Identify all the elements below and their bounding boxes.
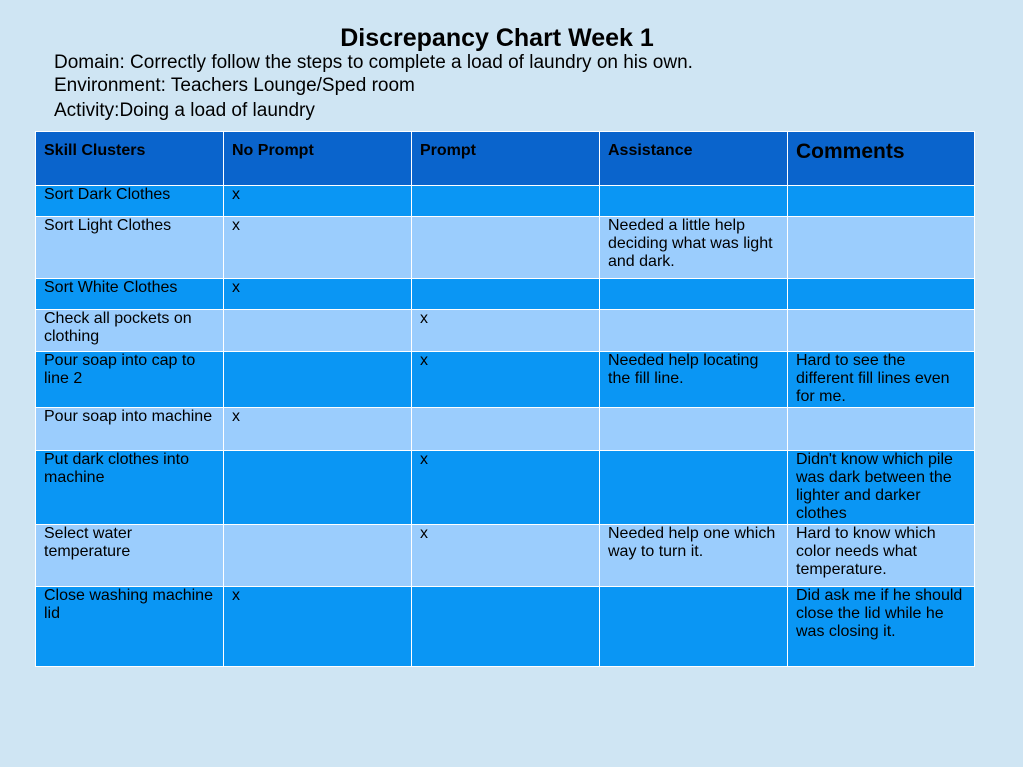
header-comments: Comments [788, 132, 975, 186]
comments-cell [788, 279, 975, 310]
assistance-cell: Needed help locating the fill line. [600, 352, 788, 408]
no-prompt-cell: x [224, 408, 412, 451]
no-prompt-cell: x [224, 217, 412, 279]
table-row [36, 352, 975, 408]
prompt-cell: x [412, 352, 600, 408]
prompt-cell [412, 587, 600, 667]
table-row [36, 525, 975, 587]
skill-cell: Close washing machine lid [36, 587, 224, 667]
table-header-row [36, 132, 975, 186]
table-row [36, 587, 975, 667]
assistance-cell: Needed help one which way to turn it. [600, 525, 788, 587]
activity-line: Activity:Doing a load of laundry [54, 100, 315, 121]
prompt-cell [412, 217, 600, 279]
table-row [36, 451, 975, 525]
table-row [36, 186, 975, 217]
assistance-cell [600, 408, 788, 451]
discrepancy-table [35, 131, 975, 667]
comments-cell: Did ask me if he should close the lid while he was closing it. [788, 587, 975, 667]
assistance-cell: Needed a little help deciding what was light and dark. [600, 217, 788, 279]
assistance-cell [600, 279, 788, 310]
assistance-cell [600, 186, 788, 217]
skill-cell: Pour soap into machine [36, 408, 224, 451]
domain-line: Domain: Correctly follow the steps to complete a load of laundry on his own. [54, 52, 693, 73]
skill-cell: Check all pockets on clothing [36, 310, 224, 352]
prompt-cell [412, 186, 600, 217]
assistance-cell [600, 310, 788, 352]
comments-cell [788, 310, 975, 352]
comments-cell [788, 217, 975, 279]
comments-cell: Hard to see the different fill lines even for me. [788, 352, 975, 408]
comments-cell [788, 408, 975, 451]
no-prompt-cell: x [224, 587, 412, 667]
skill-cell: Select water temperature [36, 525, 224, 587]
assistance-cell [600, 587, 788, 667]
comments-cell: Didn't know which pile was dark between the lighter and darker clothes [788, 451, 975, 525]
skill-cell: Sort Dark Clothes [36, 186, 224, 217]
no-prompt-cell [224, 451, 412, 525]
prompt-cell: x [412, 451, 600, 525]
environment-line: Environment: Teachers Lounge/Sped room [54, 75, 415, 96]
skill-cell: Sort Light Clothes [36, 217, 224, 279]
comments-cell: Hard to know which color needs what temperature. [788, 525, 975, 587]
header-prompt: Prompt [412, 132, 600, 186]
table-row [36, 217, 975, 279]
no-prompt-cell: x [224, 279, 412, 310]
prompt-cell [412, 408, 600, 451]
comments-cell [788, 186, 975, 217]
no-prompt-cell: x [224, 186, 412, 217]
page-title: Discrepancy Chart Week 1 [340, 24, 654, 52]
header-skill-clusters: Skill Clusters [36, 132, 224, 186]
no-prompt-cell [224, 352, 412, 408]
header-no-prompt: No Prompt [224, 132, 412, 186]
no-prompt-cell [224, 525, 412, 587]
header-assistance: Assistance [600, 132, 788, 186]
table-row [36, 310, 975, 352]
skill-cell: Sort White Clothes [36, 279, 224, 310]
prompt-cell: x [412, 525, 600, 587]
prompt-cell [412, 279, 600, 310]
table-row [36, 408, 975, 451]
prompt-cell: x [412, 310, 600, 352]
skill-cell: Put dark clothes into machine [36, 451, 224, 525]
assistance-cell [600, 451, 788, 525]
table-row [36, 279, 975, 310]
no-prompt-cell [224, 310, 412, 352]
skill-cell: Pour soap into cap to line 2 [36, 352, 224, 408]
